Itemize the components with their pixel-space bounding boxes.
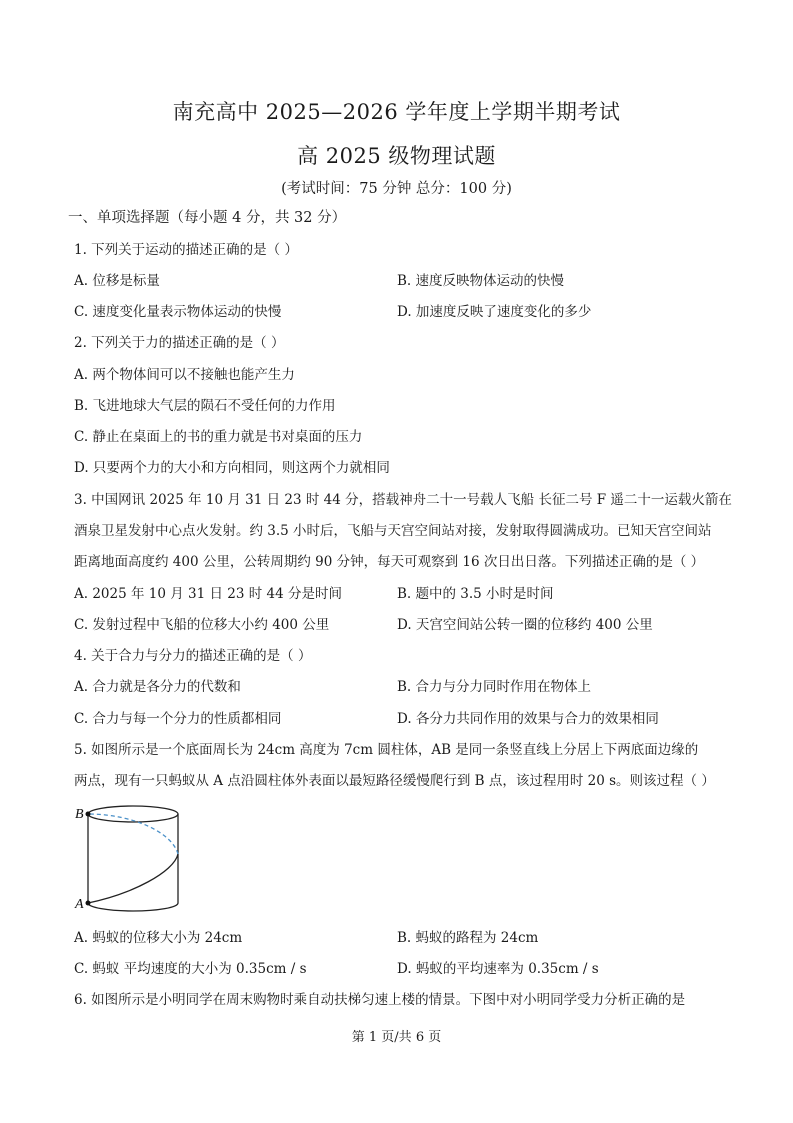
q5-stem-line2: 两点，现有一只蚂蚁从 A 点沿圆柱体外表面以最短路径缓慢爬行到 B 点，该过程用时 20 s。则该过程（ ）	[74, 773, 715, 789]
q5-option-d: D. 蚂蚁的平均速率为 0.35cm / s	[397, 961, 599, 977]
q4-option-a: A. 合力就是各分力的代数和	[74, 679, 241, 695]
q3-option-d: D. 天宫空间站公转一圈的位移约 400 公里	[397, 617, 653, 633]
q1-option-c: C. 速度变化量表示物体运动的快慢	[74, 304, 282, 320]
exam-subtitle: 高 2025 级物理试题	[297, 144, 496, 168]
q2-option-d: D. 只要两个力的大小和方向相同，则这两个力就相同	[74, 460, 390, 476]
q1-option-b: B. 速度反映物体运动的快慢	[397, 273, 565, 289]
q1-option-a: A. 位移是标量	[74, 273, 160, 289]
q2-option-b: B. 飞进地球大气层的陨石不受任何的力作用	[74, 398, 336, 414]
cylinder-figure	[72, 802, 192, 912]
q2-stem: 2. 下列关于力的描述正确的是（ ）	[74, 335, 285, 351]
q1-stem: 1. 下列关于运动的描述正确的是（ ）	[74, 242, 298, 258]
q3-option-a: A. 2025 年 10 月 31 日 23 时 44 分是时间	[74, 586, 343, 602]
q3-stem-line2: 酒泉卫星发射中心点火发射。约 3.5 小时后，飞船与天宫空间站对接，发射取得圆满成功。已知天宫空间站	[74, 523, 712, 539]
q5-option-c: C. 蚂蚁 平均速度的大小为 0.35cm / s	[74, 961, 307, 977]
q4-option-b: B. 合力与分力同时作用在物体上	[397, 679, 592, 695]
label-b: B	[75, 807, 84, 822]
q1-option-d: D. 加速度反映了速度变化的多少	[397, 304, 592, 320]
q4-option-d: D. 各分力共同作用的效果与合力的效果相同	[397, 711, 659, 727]
ant-path-front	[88, 854, 178, 903]
cylinder-bottom-arc	[88, 903, 178, 911]
q5-option-b: B. 蚂蚁的路程为 24cm	[397, 930, 539, 946]
q6-stem: 6. 如图所示是小明同学在周末购物时乘自动扶梯匀速上楼的情景。下图中对小明同学受力分析正确的是	[74, 992, 686, 1008]
label-a: A	[75, 897, 84, 912]
page-footer: 第 1 页/共 6 页	[351, 1030, 442, 1045]
point-b-dot	[86, 812, 91, 817]
q3-option-c: C. 发射过程中飞船的位移大小约 400 公里	[74, 617, 330, 633]
point-a-dot	[86, 901, 91, 906]
section-heading: 一、单项选择题（每小题 4 分，共 32 分）	[68, 210, 347, 226]
q3-stem-line3: 距离地面高度约 400 公里，公转周期约 90 分钟，每天可观察到 16 次日出日落。下列描述正确的是（ ）	[74, 554, 705, 570]
exam-title: 南充高中 2025—2026 学年度上学期半期考试	[172, 100, 621, 124]
q5-stem-line1: 5. 如图所示是一个底面周长为 24cm 高度为 7cm 圆柱体，AB 是同一条竖直线上分居上下两底面边缘的	[74, 742, 699, 758]
cylinder-top-ellipse	[88, 806, 178, 822]
exam-info: (考试时间：75 分钟 总分：100 分)	[281, 181, 512, 197]
q4-stem: 4. 关于合力与分力的描述正确的是（ ）	[74, 648, 312, 664]
q3-stem-line1: 3. 中国网讯 2025 年 10 月 31 日 23 时 44 分，搭载神舟二十一号载人飞船 长征二号 F 遥二十一运载火箭在	[74, 492, 732, 508]
q4-option-c: C. 合力与每一个分力的性质都相同	[74, 711, 282, 727]
q2-option-a: A. 两个物体间可以不接触也能产生力	[74, 367, 295, 383]
q5-option-a: A. 蚂蚁的位移大小为 24cm	[74, 930, 243, 946]
q2-option-c: C. 静止在桌面上的书的重力就是书对桌面的压力	[74, 429, 363, 445]
q3-option-b: B. 题中的 3.5 小时是时间	[397, 586, 554, 602]
